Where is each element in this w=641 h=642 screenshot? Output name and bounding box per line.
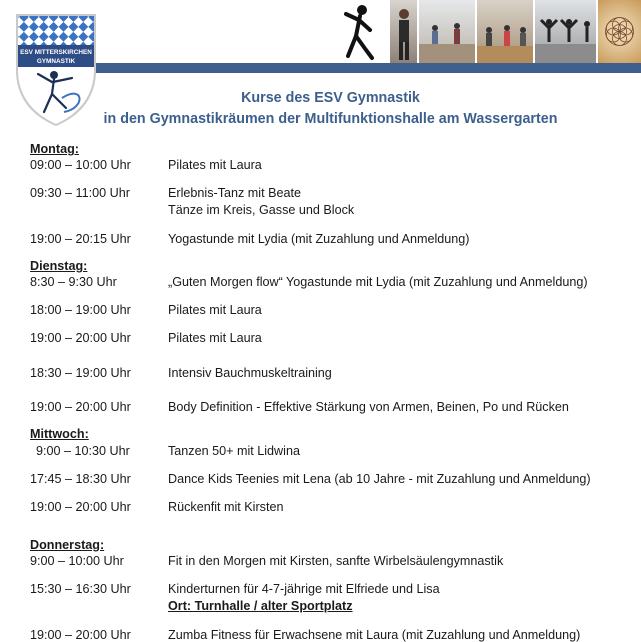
course-name: Body Definition - Effektive Stärkung von Armen, Beinen, Po und Rücken (168, 400, 569, 414)
svg-text:ESV MITTERSKIRCHEN: ESV MITTERSKIRCHEN (20, 49, 92, 56)
course-time: 19:00 – 20:00 Uhr (30, 500, 131, 514)
course-time: 8:30 – 9:30 Uhr (30, 275, 117, 289)
flower-of-life-image (598, 0, 641, 63)
header-bar (96, 63, 641, 73)
day-label: Montag: (30, 142, 79, 156)
course-title: Kinderturnen für 4-7-jährige mit Elfriede und Lisa (168, 582, 440, 596)
fitness-photo-4 (535, 0, 597, 63)
fitness-photo-2 (419, 0, 475, 63)
course-time: 09:30 – 11:00 Uhr (30, 186, 130, 200)
course-time: 9:00 – 10:30 Uhr (36, 444, 130, 458)
course-name: Intensiv Bauchmuskeltraining (168, 366, 332, 380)
course-time: 9:00 – 10:00 Uhr (30, 554, 124, 568)
course-time: 19:00 – 20:00 Uhr (30, 628, 131, 642)
course-name: Yogastunde mit Lydia (mit Zuzahlung und Anmeldung) (168, 232, 470, 246)
course-name: Tanzen 50+ mit Lidwina (168, 444, 300, 458)
page-subtitle: in den Gymnastikräumen der Multifunktionshalle am Wassergarten (103, 111, 558, 127)
course-time: 15:30 – 16:30 Uhr (30, 582, 131, 596)
course-name: Rückenfit mit Kirsten (168, 500, 284, 514)
course-time: 19:00 – 20:15 Uhr (30, 232, 131, 246)
day-label: Mittwoch: (30, 427, 89, 441)
course-time: 09:00 – 10:00 Uhr (30, 158, 131, 172)
course-title: Erlebnis-Tanz mit Beate (168, 186, 301, 200)
course-description: Tänze im Kreis, Gasse und Block (168, 203, 355, 217)
course-time: 18:00 – 19:00 Uhr (30, 303, 131, 317)
course-time: 19:00 – 20:00 Uhr (30, 400, 131, 414)
course-name: „Guten Morgen flow“ Yogastunde mit Lydia (mit Zuzahlung und Anmeldung) (168, 275, 588, 289)
course-name: Pilates mit Laura (168, 303, 262, 317)
page-title: Kurse des ESV Gymnastik (241, 90, 420, 106)
fitness-photo-3 (477, 0, 533, 63)
course-name: Pilates mit Laura (168, 331, 262, 345)
course-name (168, 186, 354, 217)
photo-strip (326, 0, 641, 63)
course-name: Pilates mit Laura (168, 158, 262, 172)
course-time: 17:45 – 18:30 Uhr (30, 472, 131, 486)
day-label: Dienstag: (30, 259, 88, 273)
fitness-photo-1 (390, 0, 418, 63)
course-time: 18:30 – 19:00 Uhr (30, 366, 131, 380)
course-name: Fit in den Morgen mit Kirsten, sanfte Wirbelsäulengymnastik (168, 554, 504, 568)
day-label: Donnerstag: (30, 538, 105, 552)
course-name (168, 582, 440, 613)
course-time: 19:00 – 20:00 Uhr (30, 331, 131, 345)
svg-text:GYMNASTIK: GYMNASTIK (36, 58, 76, 65)
dancer-silhouette-image (326, 0, 388, 63)
course-location: Ort: Turnhalle / alter Sportplatz (168, 599, 353, 613)
course-name: Zumba Fitness für Erwachsene mit Laura (mit Zuzahlung und Anmeldung) (168, 628, 581, 642)
course-name: Dance Kids Teenies mit Lena (ab 10 Jahre - mit Zuzahlung und Anmeldung) (168, 472, 591, 486)
